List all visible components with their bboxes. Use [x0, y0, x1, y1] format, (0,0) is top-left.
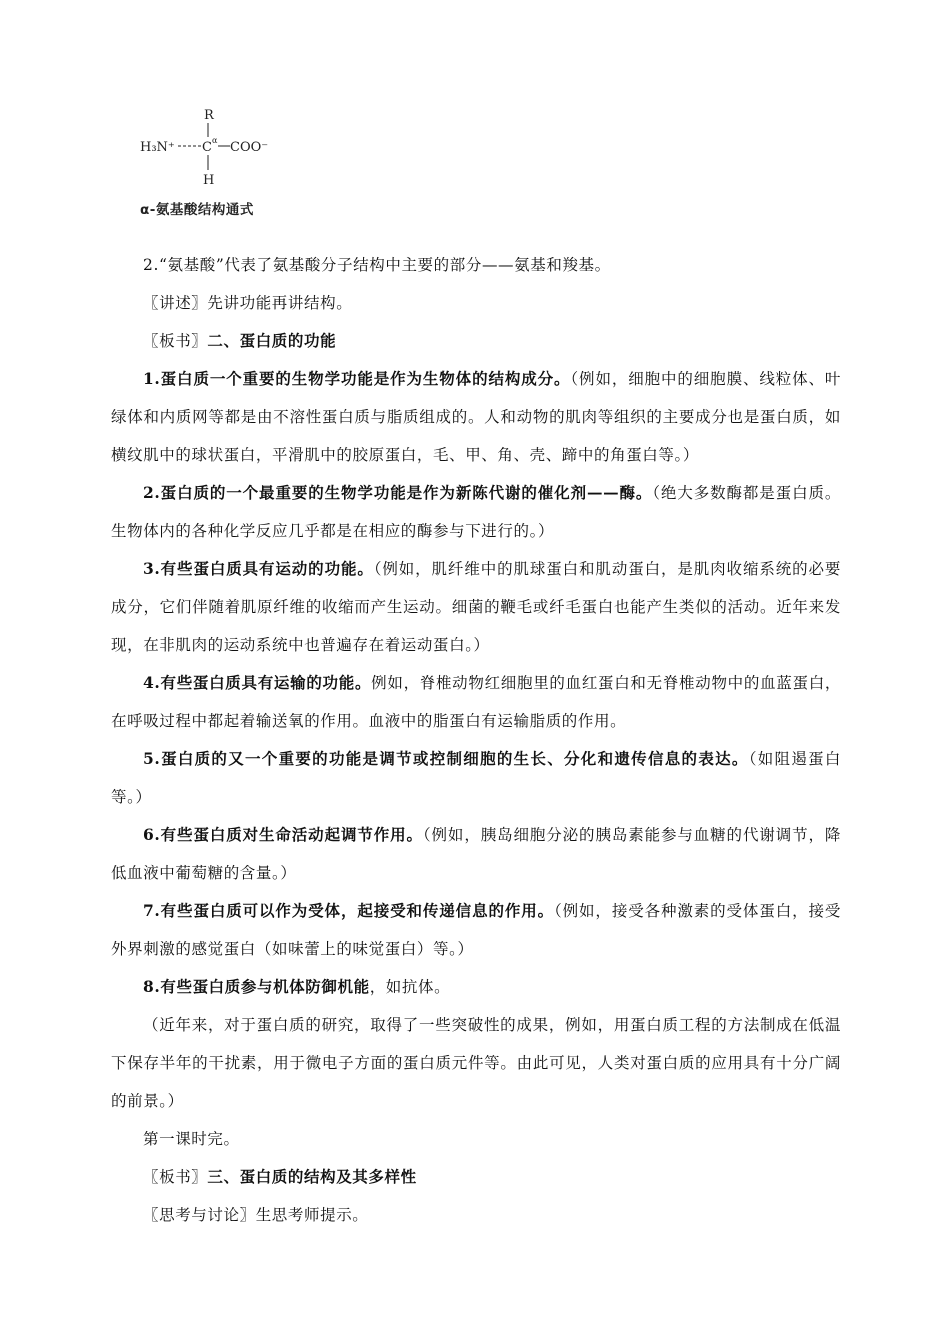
function-statement: 3.有些蛋白质具有运动的功能。	[143, 559, 374, 578]
function-statement: 7.有些蛋白质可以作为受体，起接受和传递信息的作用。	[143, 901, 555, 920]
function-statement: 2.蛋白质的一个最重要的生物学功能是作为新陈代谢的催化剂——酶。	[143, 483, 653, 502]
formula-r-group: R	[204, 108, 214, 123]
figure-caption: α-氨基酸结构通式	[140, 202, 254, 218]
function-detail: ，如抗体。	[369, 978, 451, 996]
function-item-5	[111, 740, 841, 816]
formula-alpha-carbon: C	[202, 140, 212, 155]
function-item-3	[111, 550, 841, 664]
function-statement: 1.蛋白质一个重要的生物学功能是作为生物体的结构成分。	[143, 369, 571, 388]
formula-carboxyl-group: COO⁻	[230, 140, 269, 155]
function-item-4	[111, 664, 841, 740]
formula-hydrogen: H	[203, 173, 215, 188]
structural-formula-drawing	[140, 100, 310, 195]
board-label: 〖板书〗	[143, 332, 208, 350]
section-title: 二、蛋白质的功能	[207, 331, 337, 350]
function-statement: 8.有些蛋白质参与机体防御机能	[143, 977, 370, 996]
function-item-7	[111, 892, 841, 968]
heading-protein-functions	[111, 322, 841, 360]
function-statement: 5.蛋白质的又一个重要的功能是调节或控制细胞的生长、分化和遗传信息的表达。	[143, 749, 749, 768]
function-detail: （例如，接受各种激素的受体蛋白，接受外界刺激的感觉蛋白（如味蕾上的味觉蛋白）等。）	[111, 902, 841, 958]
function-item-8	[111, 968, 841, 1006]
function-detail: 例如，脊椎动物红细胞里的血红蛋白和无脊椎动物中的血蓝蛋白，在呼吸过程中都起着输送氧的作用。血液中的脂蛋白有运输脂质的作用。	[111, 674, 841, 730]
document-body	[111, 246, 841, 1234]
function-statement: 6.有些蛋白质对生命活动起调节作用。	[143, 825, 423, 844]
paragraph-lesson-end: 第一课时完。	[143, 1130, 240, 1148]
function-detail: （例如，肌纤维中的肌球蛋白和肌动蛋白，是肌肉收缩系统的必要成分，它们伴随着肌原纤维的收缩而产生运动。细菌的鞭毛或纤毛蛋白也能产生类似的活动。近年来发现，在非肌肉的运动系统中也普遍存在着运动蛋白。）	[111, 560, 841, 654]
formula-alpha-mark: α	[212, 136, 218, 145]
function-item-6	[111, 816, 841, 892]
function-detail: （例如，细胞中的细胞膜、线粒体、叶绿体和内质网等都是由不溶性蛋白质与脂质组成的。人和动物的肌肉等组织的主要成分也是蛋白质，如横纹肌中的球状蛋白，平滑肌中的胶原蛋白，毛、甲、角、壳、蹄中的角蛋白等。）	[111, 370, 842, 464]
paragraph-lecture: 〖讲述〗先讲功能再讲结构。	[143, 294, 353, 312]
formula-amino-group: H₃N⁺	[140, 140, 175, 155]
paragraph-think-discuss: 〖思考与讨论〗生思考师提示。	[143, 1206, 369, 1224]
board-label: 〖板书〗	[143, 1168, 208, 1186]
function-detail: （绝大多数酶都是蛋白质。生物体内的各种化学反应几乎都是在相应的酶参与下进行的。）	[111, 484, 841, 540]
function-statement: 4.有些蛋白质具有运输的功能。	[143, 673, 372, 692]
heading-protein-structure	[111, 1158, 841, 1196]
function-item-1	[111, 360, 841, 474]
function-detail: （如阻遏蛋白等。）	[111, 750, 841, 806]
paragraph-recent-research: （近年来，对于蛋白质的研究，取得了一些突破性的成果，例如，用蛋白质工程的方法制成在低温下保存半年的干扰素，用于微电子方面的蛋白质元件等。由此可见，人类对蛋白质的应用具有十分广阔的前景。）	[111, 1016, 841, 1110]
function-item-2	[111, 474, 841, 550]
paragraph-note-2: 2.“氨基酸”代表了氨基酸分子结构中主要的部分——氨基和羧基。	[143, 256, 611, 274]
section-title: 三、蛋白质的结构及其多样性	[207, 1167, 417, 1186]
function-detail: （例如，胰岛细胞分泌的胰岛素能参与血糖的代谢调节，降低血液中葡萄糖的含量。）	[111, 826, 841, 882]
